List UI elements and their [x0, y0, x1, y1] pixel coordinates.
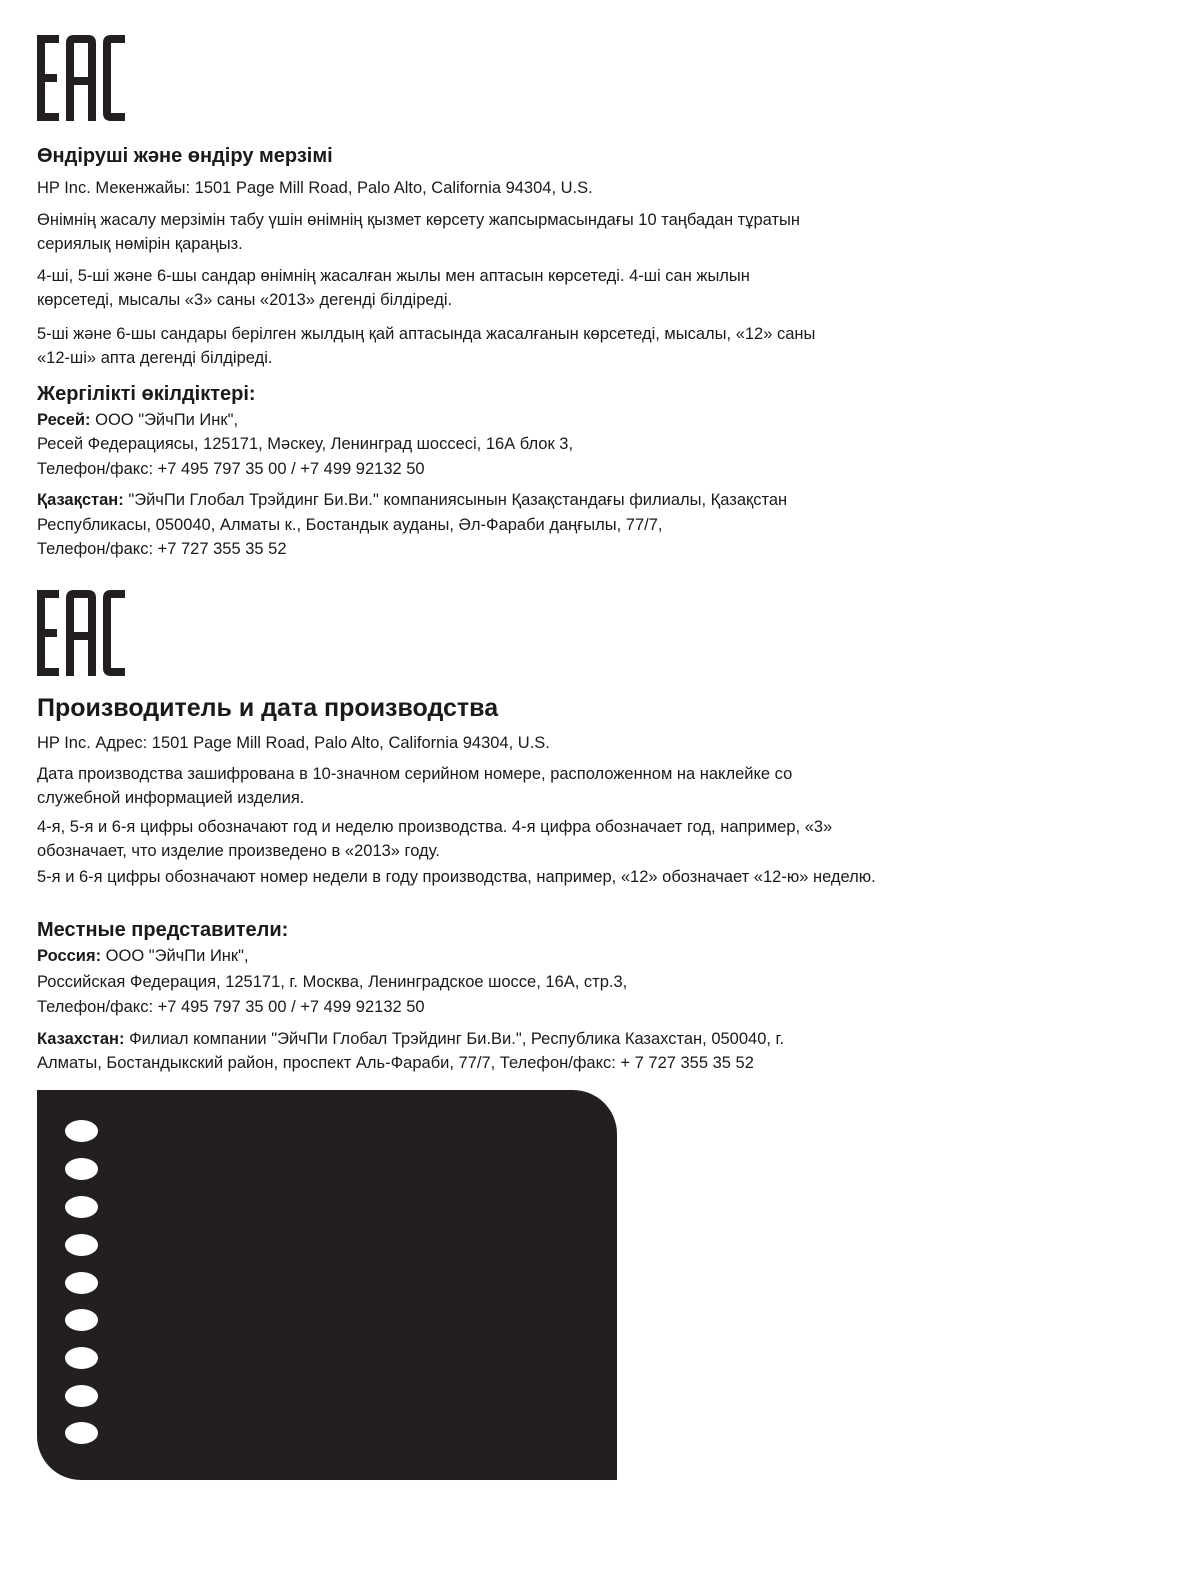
- ru-manufacturer-info: [37, 731, 1137, 1076]
- ru-russia-line1: ООО "ЭйчПи Инк",: [101, 947, 249, 965]
- perforation-hole: [65, 1158, 98, 1180]
- perforation-hole: [65, 1234, 98, 1256]
- kz-paragraph-2: 4-ші, 5-ші және 6-шы сандар өнімнің жасалған жылы мен аптасын көрсетеді. 4-ші сан жылын көрсетеді, мысалы «3» саны «2013» дегенді білдіреді.: [37, 266, 750, 309]
- eac-logo-icon: [37, 590, 125, 676]
- ru-russia-rep: [37, 944, 1137, 969]
- ru-russia-label: Россия:: [37, 947, 102, 965]
- perforated-card: [37, 1090, 617, 1480]
- kz-paragraph-3: 5-ші және 6-шы сандары берілген жылдың қай аптасында жасалғанын көрсетеді, мысалы, «12» саны «12-ші» апта дегенді білдіреді.: [37, 324, 816, 367]
- kz-kazakhstan-text: "ЭйчПи Глобал Трэйдинг Би.Ви." компаниясынын Қазақстандағы филиалы, Қазақстан Республикасы, 050040, Алматы к., Бостандык ауданы, Әл-Фараби даңғылы, 77/7, Телефон/факс: +7 727 355 35 52: [37, 491, 788, 558]
- kz-russia-label: Ресей:: [37, 410, 91, 429]
- ru-paragraph-3: 5-я и 6-я цифры обозначают номер недели в году производства, например, «12» обозначает «12-ю» неделю.: [37, 867, 876, 886]
- perforation-hole: [65, 1309, 98, 1331]
- eac-logo-icon: [37, 35, 125, 121]
- ru-reps-title: Местные представители:: [37, 919, 289, 941]
- kz-reps-title: Жергілікті өкілдіктері:: [37, 382, 256, 405]
- kz-manufacturer-info: [37, 176, 1137, 562]
- kz-russia-line1: ООО "ЭйчПи Инк",: [90, 410, 239, 429]
- kz-section-title: Өндіруші және өндіру мерзімі: [37, 145, 333, 167]
- ru-russia-line2: Российская Федерация, 125171, г. Москва, Ленинградское шоссе, 16А, стр.3,: [37, 972, 628, 991]
- perforation-hole: [65, 1422, 98, 1444]
- ru-section-title: Производитель и дата производства: [37, 694, 499, 722]
- ru-kazakhstan-text: Филиал компании "ЭйчПи Глобал Трэйдинг Би.Ви.", Республика Казахстан, 050040, г. Алматы, Бостандыкский район, проспект Аль-Фараби, 77/7, Телефон/факс: + 7 727 355 35 52: [37, 1029, 785, 1072]
- kz-russia-line2: Ресей Федерациясы, 125171, Мәскеу, Ленинград шоссесі, 16А блок 3,: [37, 435, 574, 453]
- ru-kazakhstan-label: Казахстан:: [37, 1029, 125, 1048]
- kz-address: HP Inc. Мекенжайы: 1501 Page Mill Road, Palo Alto, California 94304, U.S.: [37, 179, 593, 197]
- kz-paragraph-1: Өнімнің жасалу мерзімін табу үшін өнімнің қызмет көрсету жапсырмасындағы 10 таңбадан тұратын сериялық нөмірін қараңыз.: [37, 210, 800, 253]
- kz-kazakhstan-label: Қазақстан:: [37, 491, 124, 509]
- perforation-hole: [65, 1385, 98, 1407]
- kz-russia-rep: [37, 408, 1137, 433]
- kz-kazakhstan-rep: [37, 488, 1137, 562]
- ru-address: HP Inc. Адрес: 1501 Page Mill Road, Palo Alto, California 94304, U.S.: [37, 734, 550, 752]
- ru-paragraph-2: 4-я, 5-я и 6-я цифры обозначают год и неделю производства. 4-я цифра обозначает год, например, «3» обозначает, что изделие произведено в «2013» году.: [37, 817, 833, 860]
- kz-russia-line3: Телефон/факс: +7 495 797 35 00 / +7 499 92132 50: [37, 459, 425, 478]
- ru-russia-line3: Телефон/факс: +7 495 797 35 00 / +7 499 92132 50: [37, 998, 425, 1016]
- ru-paragraph-1: Дата производства зашифрована в 10-значном серийном номере, расположенном на наклейке со служебной информацией изделия.: [37, 764, 793, 807]
- perforation-hole: [65, 1120, 98, 1142]
- perforation-hole: [65, 1196, 98, 1218]
- ru-kazakhstan-rep: [37, 1027, 1137, 1076]
- perforation-hole: [65, 1347, 98, 1369]
- perforation-hole: [65, 1272, 98, 1294]
